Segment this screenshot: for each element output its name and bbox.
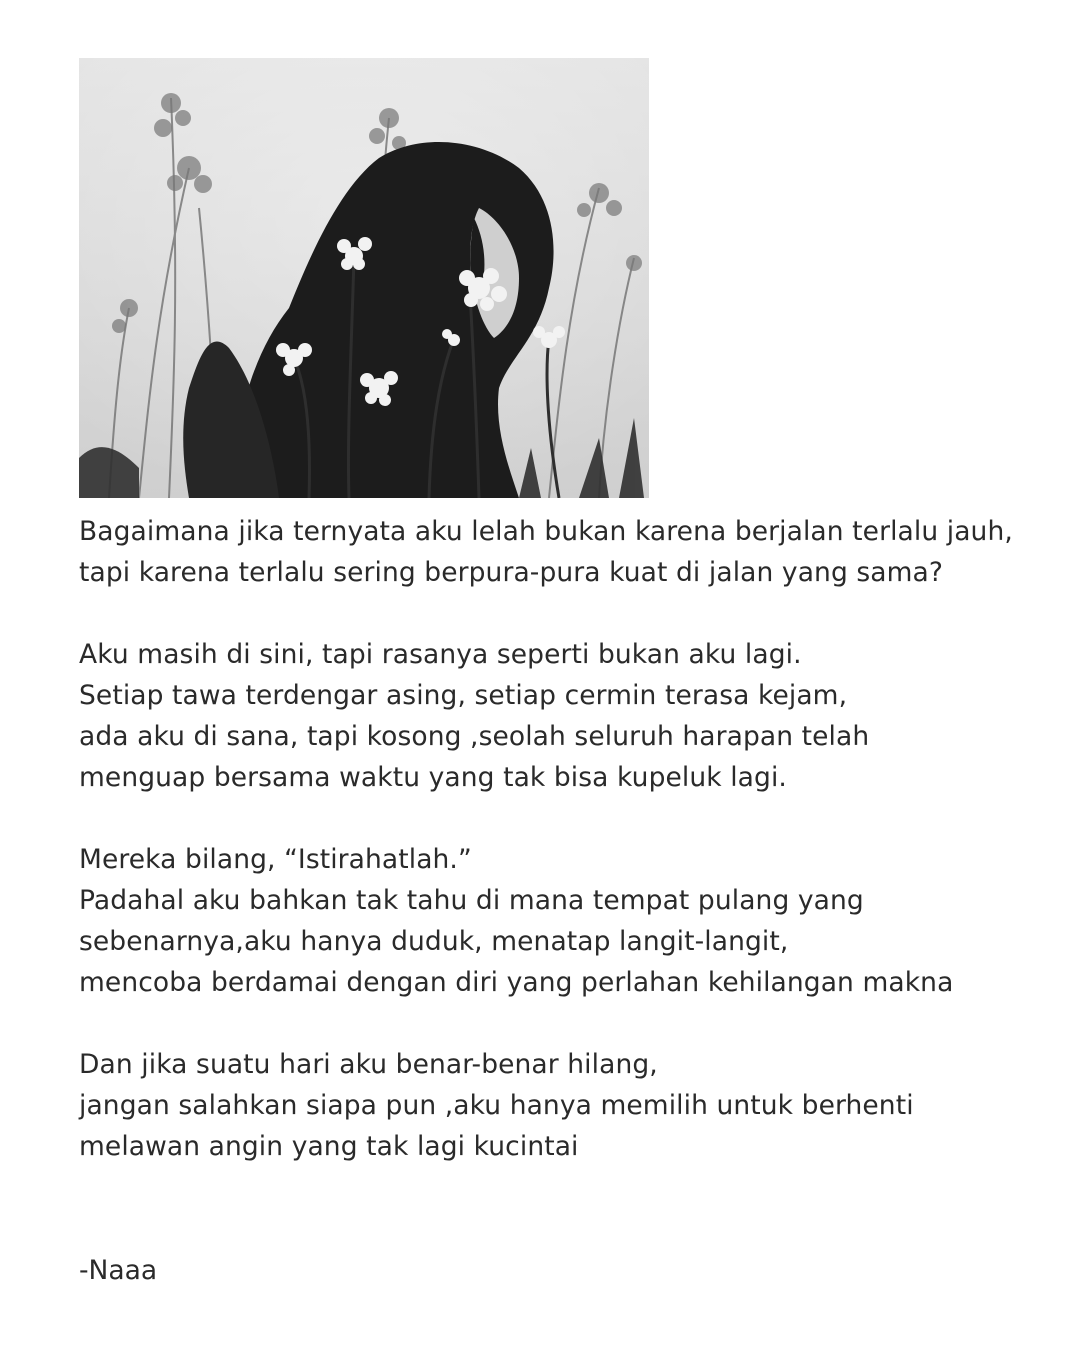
poem-line: Setiap tawa terdengar asing, setiap cermin terasa kejam, (79, 680, 848, 711)
poem-line: ada aku di sana, tapi kosong ,seolah seluruh harapan telah (79, 721, 870, 752)
stanza-3 (79, 839, 1039, 1003)
stanza-1 (79, 511, 1039, 593)
poem-line: Padahal aku bahkan tak tahu di mana tempat pulang yang (79, 885, 864, 916)
poem-line: Mereka bilang, “Istirahatlah.” (79, 844, 472, 875)
poem-line: melawan angin yang tak lagi kucintai (79, 1131, 579, 1162)
poem-line: tapi karena terlalu sering berpura-pura kuat di jalan yang sama? (79, 557, 944, 588)
flower-field-image (79, 58, 649, 498)
poem-photo (79, 58, 649, 498)
poem-line: jangan salahkan siapa pun ,aku hanya memilih untuk berhenti (79, 1090, 914, 1121)
poem-line: Bagaimana jika ternyata aku lelah bukan karena berjalan terlalu jauh, (79, 516, 1013, 547)
stanza-2 (79, 634, 1039, 798)
poem-line: mencoba berdamai dengan diri yang perlahan kehilangan makna (79, 967, 954, 998)
poem-line: menguap bersama waktu yang tak bisa kupeluk lagi. (79, 762, 787, 793)
author-signature: -Naaa (79, 1255, 158, 1286)
poem-text (79, 511, 1039, 1208)
poem-line: Aku masih di sini, tapi rasanya seperti bukan aku lagi. (79, 639, 802, 670)
stanza-4 (79, 1044, 1039, 1167)
poem-line: Dan jika suatu hari aku benar-benar hilang, (79, 1049, 658, 1080)
poem-line: sebenarnya,aku hanya duduk, menatap langit-langit, (79, 926, 789, 957)
